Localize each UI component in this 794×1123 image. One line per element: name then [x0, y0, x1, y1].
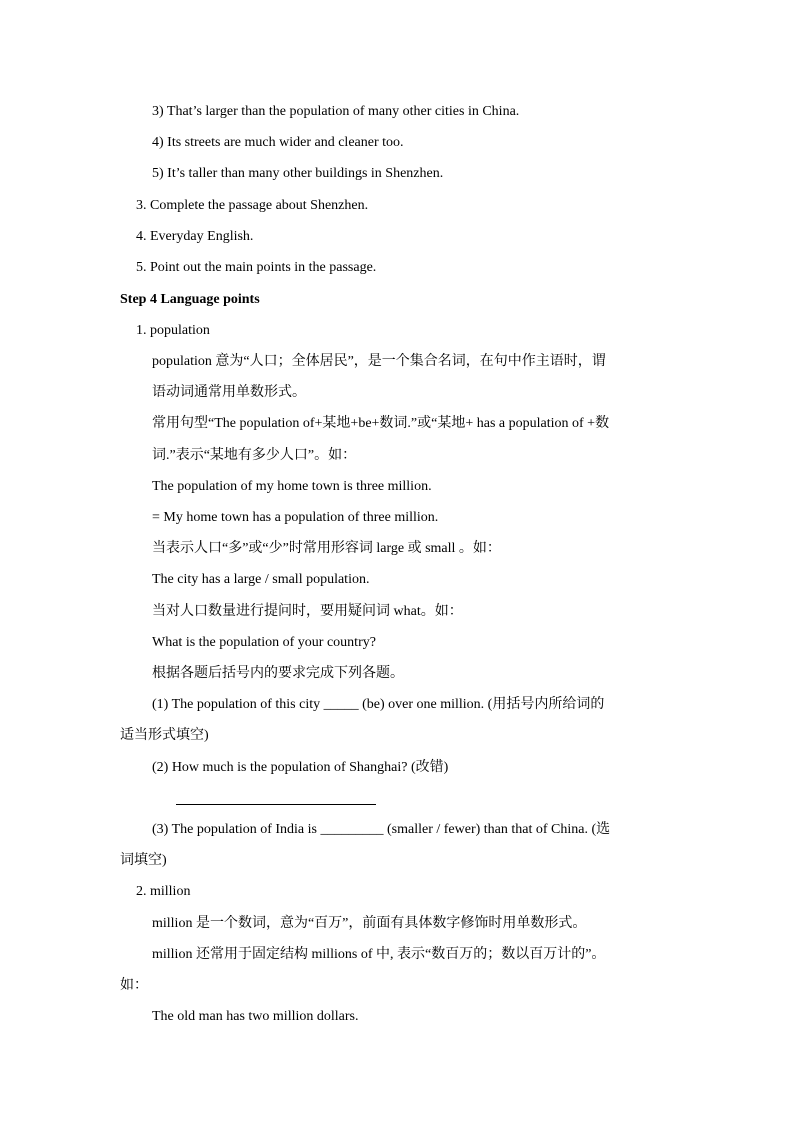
- example-sentence: = My home town has a population of three million.: [152, 510, 439, 525]
- text-line: 3) That’s larger than the population of many other cities in China.: [152, 104, 520, 119]
- text-line: 如：: [120, 978, 148, 993]
- text-line: 词.”表示“某地有多少人口”。如：: [152, 448, 357, 463]
- text-line: population 意为“人口；全体居民”，是一个集合名词，在句中作主语时，谓: [152, 354, 606, 369]
- list-item: 5. Point out the main points in the passage.: [136, 260, 377, 275]
- text-line: million 还常用于固定结构 millions of 中, 表示“数百万的；数以百万计的”。: [152, 947, 606, 962]
- example-sentence: The city has a large / small population.: [152, 572, 370, 587]
- list-item: 4. Everyday English.: [136, 229, 254, 244]
- text-line: 当表示人口“多”或“少”时常用形容词 large 或 small 。如：: [152, 541, 501, 556]
- text-line: 常用句型“The population of+某地+be+数词.”或“某地+ has a population of +数: [152, 416, 610, 431]
- list-item: 2. million: [136, 884, 191, 899]
- text-line: 词填空): [120, 853, 167, 868]
- example-sentence: The old man has two million dollars.: [152, 1009, 359, 1024]
- text-line: 4) Its streets are much wider and cleaner too.: [152, 135, 404, 150]
- list-item: 3. Complete the passage about Shenzhen.: [136, 198, 369, 213]
- text-line: 适当形式填空): [120, 728, 209, 743]
- example-sentence: What is the population of your country?: [152, 635, 376, 650]
- exercise-item: (3) The population of India is _________ (smaller / fewer) than that of China. (选: [152, 822, 611, 837]
- exercise-item: (2) How much is the population of Shanghai? (改错): [152, 760, 449, 775]
- text-line: million 是一个数词，意为“百万”，前面有具体数字修饰时用单数形式。: [152, 916, 587, 931]
- text-line: 当对人口数量进行提问时，要用疑问词 what。如：: [152, 604, 463, 619]
- exercise-item: (1) The population of this city _____ (be) over one million. (用括号内所给词的: [152, 697, 605, 712]
- section-heading: Step 4 Language points: [120, 292, 260, 307]
- text-line: 语动词通常用单数形式。: [152, 385, 306, 400]
- list-item: 1. population: [136, 323, 210, 338]
- answer-blank: [176, 804, 376, 805]
- text-line: 根据各题后括号内的要求完成下列各题。: [152, 666, 404, 681]
- text-line: 5) It’s taller than many other buildings in Shenzhen.: [152, 166, 444, 181]
- example-sentence: The population of my home town is three million.: [152, 479, 432, 494]
